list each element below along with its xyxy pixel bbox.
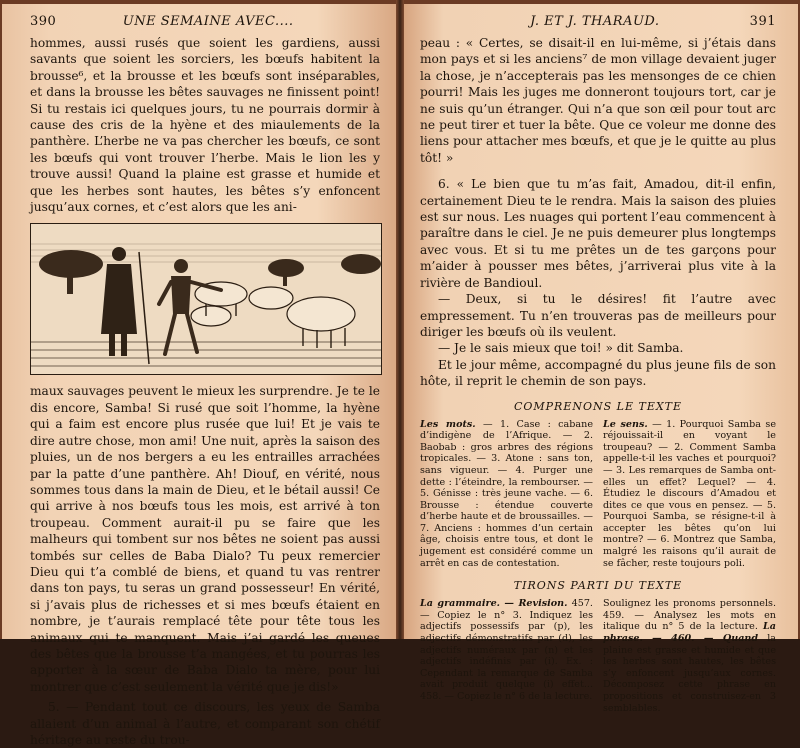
illustration-drawing: [31, 224, 381, 374]
mots-text: — 1. Case : cabane d’indigène de l’Afrique. — 2. Baobab : gros arbres des régions tropicales. — 3. Atone : sans ton, sans vigueur. — 4. Purger une dette : l’éteindre, la rembourser. — 5. Génisse : très jeune vache. — 6. Brousse : étendue couverte d’herbe haute et de broussailles. — 7. Anciens : hommes d’un certain âge, choisis entre tous, et dont le jugement est considéré comme un arrêt en cas de contestation.: [420, 418, 593, 569]
phrase-column: [603, 598, 776, 714]
right-running-title: J. ET J. THARAUD.: [530, 14, 660, 29]
left-page-number: 390: [30, 14, 57, 29]
right-dialogue-1: — Deux, si tu le désires! fit l’autre avec empressement. Tu n’en trouveras pas de meilleurs pour diriger les bœufs où ils veulent.: [420, 292, 776, 339]
left-running-head: [30, 14, 380, 29]
section-tirons: [420, 598, 776, 714]
section-comprenons: [420, 419, 776, 570]
right-page: [404, 4, 798, 714]
sens-heading: Le sens.: [603, 418, 648, 430]
left-running-title: UNE SEMAINE AVEC....: [122, 14, 294, 29]
phrase-pre-text: Soulignez les pronoms personnels. 459. — Analysez les mots en italique du n° 5 de la lecture.: [603, 598, 776, 633]
illustration-herders-cattle: [30, 223, 382, 375]
left-paragraph-middle: maux sauvages peuvent le mieux les surprendre. Je te le dis encore, Samba! Si rusé que soit l’homme, la hyène qui a faim est encore plus rusée que lui! Et je vais te dire autre chose, mon ami! Une nuit, après la saison des pluies, un de nos bergers a eu les entrailles arrachées par la patte d’une panthère. Ah! Diouf, en vérité, nous sommes tous dans la main de Dieu, et le bétail aussi! Ce qui arrive à nos bœufs tous les mois, est arrivé à ton troupeau. Comment aurait-il pu se faire que les malheurs qui tombent sur nos bêtes ne soient pas aussi tombés sur celles de Baba Dialo? Tu peux remercier Dieu qui t’a comblé de biens, et quand tu vas rentrer dans ton pays, tu seras un grand possesseur! En vérité, si j’avais plus de richesses et si mes bœufs étaient en nombre, je t’aurais remplacé tête pour tête tous les animaux qui te manquent. Mais j’ai gardé les queues des bêtes que la brousse t’a mangées, et tu pourras les apporter à la sœur de Baba Dialo ta mère, pour lui montrer que c’est seulement la vérité que je dis!»: [30, 384, 380, 694]
section-comprenons-title: COMPRENONS LE TEXTE: [513, 399, 683, 413]
phrase-text: la plaine est grasse et humide et que les herbes sont hautes, les bêtes s’y enfoncent jusqu’aux cornes. Décomposez cette phrase en propositions et construisez-en 3 semblables.: [603, 633, 776, 714]
right-closing: Et le jour même, accompagné du plus jeune fils de son hôte, il reprit le chemin de son pays.: [420, 357, 776, 389]
sens-column: [603, 419, 776, 570]
grammaire-heading: La grammaire. — Revision.: [420, 598, 568, 610]
grammaire-text: 457. — Copiez le n° 3. Indiquez les adjectifs possessifs par (p), les adjectifs démonstratifs par (d), les adjectifs numéraux par (n) et les adjectifs indéfinis par (i). Ex. : Cependant la remarque de Samba avait produit quelque (i) effet... 458. — Copiez le n° 6 de la lecture.: [420, 598, 593, 702]
left-page: [2, 4, 396, 747]
left-paragraph-bottom: 5. — Pendant tout ce discours, les yeux de Samba allaient d’un animal à l’autre, et comparant son chétif héritage au reste du trou-: [30, 700, 380, 747]
left-paragraph-top: hommes, aussi rusés que soient les gardiens, aussi savants que soient les sorciers, les bœufs habitent la brousse⁶, et la brousse et les bœufs sont inséparables, et dans la brousse les bêtes sauvages ne finissent point! Si tu restais ici quelques jours, tu ne pourrais dormir à cause des cris de la hyène et des miaulements de la panthère. L’herbe ne va pas chercher les bœufs, ce sont les bœufs qui vont trouver l’herbe. Mais le lion les y trouve aussi! Quand la plaine est grasse et humide et que les herbes sont hautes, les bêtes s’y enfoncent jusqu’aux cornes, et c’est alors que les ani-: [30, 36, 380, 215]
section-tirons-title: TIRONS PARTI DU TEXTE: [513, 579, 683, 593]
mots-heading: Les mots.: [420, 418, 476, 430]
sens-text: — 1. Pourquoi Samba se réjouissait-il en voyant le troupeau? — 2. Comment Samba appelle-t-il les vaches et pourquoi? — 3. Les remarques de Samba ont-elles un effet? Lequel? — 4. Étudiez le discours d’Amadou et dites ce que vous en pensez. — 5. Pourquoi Samba, se résigne-t-il à accepter les bêtes qu’on lui montre? — 6. Montrez que Samba, malgré les raisons qu’il aurait de se fâcher, reste toujours poli.: [603, 418, 776, 569]
grammaire-column: [420, 598, 593, 714]
book-gutter: [396, 0, 404, 639]
phrase-heading: La phrase. — 460. — Quand: [603, 621, 776, 645]
right-dialogue-2: — Je le sais mieux que toi! » dit Samba.: [438, 341, 684, 356]
right-running-head: [420, 14, 776, 29]
mots-column: [420, 419, 593, 570]
right-page-number: 391: [749, 14, 776, 29]
right-paragraph-6: 6. « Le bien que tu m’as fait, Amadou, dit-il enfin, certainement Dieu te le rendra. Mais la saison des pluies est sur nous. Les nuages qui portent l’eau commencent à paraître dans le ciel. Je ne puis demeurer plus longtemps avec vous. Et si tu me prêtes un de tes garçons pour m’aider à pousser mes bêtes, j’arriverai plus vite à la rivière de Bandioul.: [420, 177, 776, 290]
right-paragraph-top: peau : « Certes, se disait-il en lui-même, si j’étais dans mon pays et si les anciens⁷ de mon village devaient juger la chose, je n’accepterais pas les mensonges de ce chien pourri! Mais les juges me donneront toujours tort, car je ne suis qu’un étranger. Qui n’a que son œil pour tout arc ne peut tirer et tuer la bête. Que ce voleur me donne des liens pour attacher mes bœufs, et que je le quitte au plus tôt! »: [420, 36, 776, 165]
